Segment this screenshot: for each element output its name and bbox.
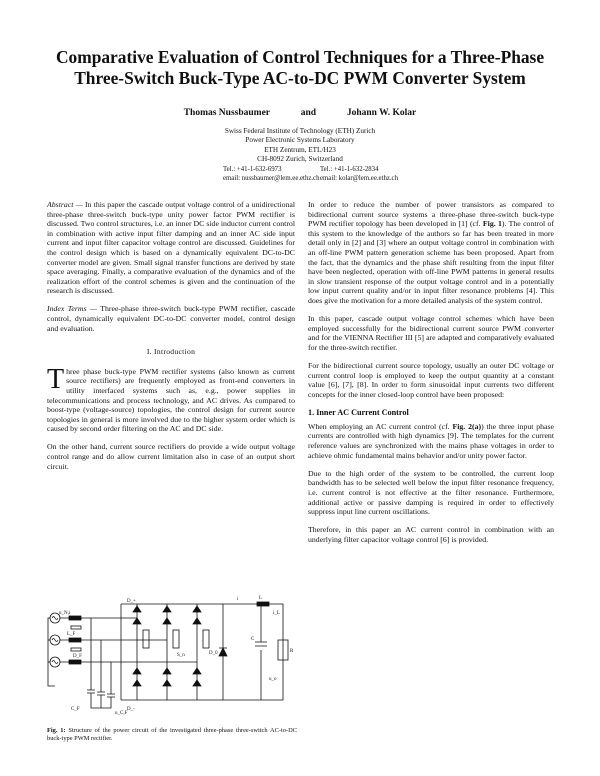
power-circuit-diagram: [47, 590, 297, 720]
intro-paragraph-1: [47, 363, 295, 434]
author-2: Johann W. Kolar: [346, 108, 417, 118]
affiliation-line: Power Electronic Systems Laboratory: [245, 136, 355, 145]
right-paragraph-4: [308, 422, 554, 460]
author-2-tel: Tel.: +41-1-632-2834: [320, 166, 379, 173]
right-paragraph-2: In this paper, cascade output voltage control schemes which have been employed successfully for the bidirectional current source PWM converter and for the VIENNA Rectifier III [5] are adapted and comparatively evaluated for the three-switch rectifier.: [308, 314, 554, 352]
title-line-2: Three-Switch Buck-Type AC-to-DC PWM Converter System: [74, 68, 526, 88]
contact-author-2: [320, 165, 398, 184]
dc-inductor: [257, 602, 269, 606]
affiliation: [140, 127, 460, 164]
affiliation-line: ETH Zentrum, ETL/H23: [264, 145, 336, 154]
right-p4-text-b: ) the three input phase currents are controlled with high dynamics [9]. The templates for the current reference values are synchronized with the mains phase voltages in order to achieve ohmic fundamental mains behavior and/or unity power factor.: [308, 421, 555, 460]
right-column: [308, 200, 554, 553]
label-dc-capacitor: C: [251, 637, 255, 642]
damping-resistor-2: [71, 648, 81, 651]
label-inductor-current: i_L: [273, 611, 280, 616]
label-mains-voltage: u_N,i: [59, 611, 71, 616]
filter-inductor-2: [69, 638, 81, 642]
subsection-heading-inner-ac-current-control: 1. Inner AC Current Control: [308, 408, 409, 418]
figure-1-caption-label: Fig. 1:: [47, 727, 66, 734]
author-and: and: [300, 108, 317, 118]
index-terms-label: Index Terms —: [47, 304, 97, 314]
intro-paragraph-2: On the other hand, current source rectifiers do provide a wide output voltage control range and do allow current limitation also in case of an output short circuit.: [47, 442, 295, 471]
label-filter-capacitor: C_F: [71, 707, 80, 712]
author-2-email: email: kolar@lem.ee.ethz.ch: [320, 175, 398, 183]
label-filter-diode: D_F: [73, 654, 82, 659]
fig-2a-reference: Fig. 2(a): [452, 421, 482, 431]
filter-inductor-1: [69, 616, 81, 620]
right-p1-text-b: ). The control of this system to the knowledge of the authors so far has been treated in more detail only in [2] and [3] where an output voltage control in combination with an off-line PWM pattern generation scheme has been proposed. Apart from the fact, that the dynamics and the phase shift resulting from the input filter have been neglected, operation with off-line PWM patterns in general results in slow transient response of the output voltage control and in a potentially low input current quality and/or in input filter resonance problems [4]. This does give the motivation for a more detailed analysis of the system control.: [308, 219, 554, 305]
bridge-leg-1: [121, 604, 149, 700]
label-filter-inductor: L_F: [67, 632, 76, 637]
label-freewheeling-diode: D_0: [209, 651, 218, 656]
author-1-tel: Tel.: +41-1-632-6973: [223, 166, 282, 173]
affiliation-line: Swiss Federal Institute of Technology (ETH) Zurich: [224, 127, 376, 135]
label-load-resistor: R: [290, 649, 294, 654]
label-dc-inductor: L: [259, 596, 263, 601]
right-p1-text-a: In order to reduce the number of power transistors as compared to bidirectional current source systems a three-phase three-switch buck-type PWM rectifier topology has been developed in [1] (cf.: [308, 200, 554, 229]
right-paragraph-5: Due to the high order of the system to be controlled, the current loop bandwidth has to be selected well below the input filter resonance frequency, i.e. current control is not effective at the filter resonance. Furthermore, additional active or passive damping is required in order to effectively suppress input line current oscillations.: [308, 468, 554, 517]
drop-cap: T: [47, 363, 65, 395]
title-line-1: Comparative Evaluation of Control Techniques for a Three-Phase: [55, 47, 545, 67]
author-1-email: email: nussbaumer@lem.ee.ethz.ch: [223, 175, 320, 183]
fig-1-reference: Fig. 1: [482, 219, 502, 229]
figure-1: [47, 590, 297, 743]
author-1: Thomas Nussbaumer: [183, 108, 271, 118]
index-terms-text: Three-phase three-switch buck-type PWM rectifier, cascade control, dynamically equivalent DC-to-DC converter model, control design and evaluation.: [47, 304, 295, 333]
figure-1-caption-text: Structure of the power circuit of the investigated three-phase three-switch AC-to-DC buck-type PWM rectifier.: [47, 727, 297, 742]
paper-title: [40, 47, 560, 89]
label-capacitor-voltage: u_C,F: [115, 711, 128, 716]
filter-inductor-3: [69, 660, 81, 664]
abstract-label: Abstract —: [47, 200, 83, 209]
abstract: [47, 200, 295, 296]
damping-resistor-1: [71, 626, 81, 629]
left-column: [47, 200, 295, 480]
contact-author-1: [223, 165, 319, 184]
label-output-voltage: u_o: [269, 677, 277, 682]
affiliation-line: CH-8092 Zurich, Switzerland: [257, 154, 343, 163]
figure-1-caption: [47, 727, 297, 743]
index-terms: [47, 304, 295, 333]
section-heading-introduction: I. Introduction: [146, 347, 196, 357]
right-p4-text-a: When employing an AC current control (cf.: [308, 421, 453, 431]
right-paragraph-3: For the bidirectional current source topology, usually an outer DC voltage or current control loop is employed to keep the output quantity at a constant value [6], [7], [8]. In order to form sinusoidal input currents two different concepts for the inner closed-loop control have been proposed:: [308, 360, 554, 399]
label-switch: S_n: [177, 653, 185, 658]
bridge-leg-2: [121, 604, 179, 700]
intro-p1-text: hree phase buck-type PWM rectifier systems (also known as current source rectifiers) are frequently employed as front-end converters in utility interfaced systems such as, e.g., power supplies in telecommunications and process technology, and AC drives. As compared to boost-type (voltage-source) topologies, the control design for current source topologies in general is more involved due to the higher system order which is caused by second order filtering on the AC and DC side.: [47, 366, 295, 434]
label-diode-minus: D_-: [127, 707, 135, 712]
abstract-text: In this paper the cascade output voltage control of a unidirectional three-phase three-switch buck-type unity power factor PWM rectifier is discussed. Two control structures, i.e. an inner DC side inductor current control in combination with active input filter damping and an inner AC side input current and input filter capacitor voltage control are discussed. Guidelines for the control design which is based on a dynamically equivalent DC-to-DC converter model are given. Small signal transfer functions are derived by state space averaging. Finally, a comparative evaluation of the dynamics and of the realization effort of the control schemes is given and the continuation of the research is discussed.: [47, 200, 295, 296]
label-diode-plus: D_+: [127, 599, 136, 604]
right-paragraph-1: [308, 200, 554, 306]
author-line: [40, 108, 560, 118]
right-paragraph-6: Therefore, in this paper an AC current control in combination with an underlying filter capacitor voltage control [6] is provided.: [308, 525, 554, 544]
freewheeling-diode: [219, 648, 227, 656]
label-current-i: i: [237, 597, 239, 602]
